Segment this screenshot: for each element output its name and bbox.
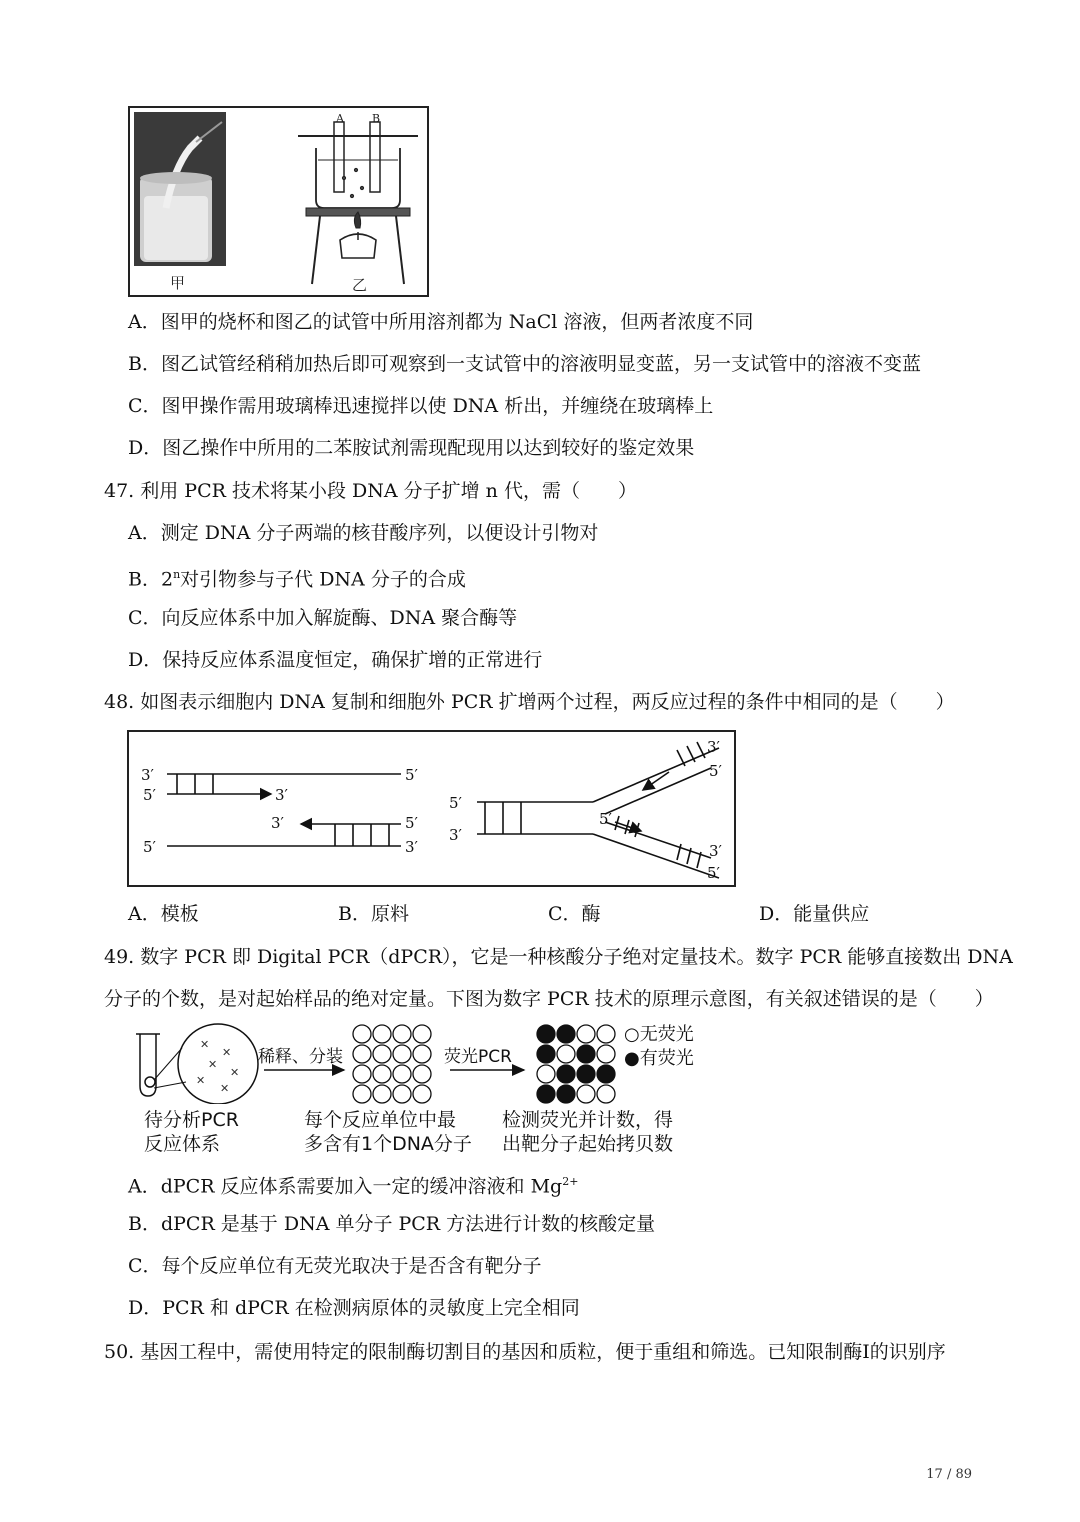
- caption-detect-count-line2: 出靶分子起始拷贝数: [502, 1133, 674, 1155]
- q49-option-c: C．每个反应单位有无荧光取决于是否含有靶分子: [128, 1255, 542, 1277]
- reaction-unit-well: [373, 1045, 391, 1063]
- q48-option-a: A．模板: [128, 903, 199, 925]
- dpcr-diagram: [130, 1018, 710, 1104]
- reaction-unit-well: [393, 1025, 411, 1043]
- prime-3-label: 3′: [141, 766, 154, 784]
- fluorescent-well: [557, 1065, 575, 1083]
- q47-option-d: D．保持反应体系温度恒定，确保扩增的正常进行: [128, 649, 543, 671]
- reaction-unit-well: [393, 1045, 411, 1063]
- svg-text:✕: ✕: [220, 1082, 230, 1095]
- q48-figure: [127, 730, 736, 887]
- q46-figure-drawing: [130, 108, 427, 295]
- sample-magnified-circle: [178, 1024, 258, 1104]
- beaker-photo: [134, 112, 226, 266]
- tube-label-a: A: [336, 112, 344, 125]
- fluorescent-well: [597, 1065, 615, 1083]
- prime-5-label: 5′: [143, 838, 156, 856]
- prime-3-label: 3′: [275, 786, 288, 804]
- q48-option-c: C．酶: [548, 903, 601, 925]
- reaction-unit-well: [353, 1065, 371, 1083]
- q48-option-d: D．能量供应: [759, 903, 870, 925]
- non-fluorescent-well: [597, 1025, 615, 1043]
- figure-label-jia: 甲: [170, 274, 186, 292]
- fluorescent-well: [537, 1025, 555, 1043]
- q47-stem: 47. 利用 PCR 技术将某小段 DNA 分子扩增 n 代，需（ ）: [104, 480, 637, 502]
- non-fluorescent-well: [577, 1025, 595, 1043]
- reaction-unit-well: [413, 1045, 431, 1063]
- caption-reaction-unit-line1: 每个反应单位中最: [304, 1109, 457, 1131]
- q49-option-b: B．dPCR 是基于 DNA 单分子 PCR 方法进行计数的核酸定量: [128, 1213, 656, 1235]
- reaction-unit-grid: [353, 1025, 431, 1103]
- q48-stem: 48. 如图表示细胞内 DNA 复制和细胞外 PCR 扩增两个过程，两反应过程的条件中相同的是（ ）: [104, 691, 955, 713]
- q46-figure: [128, 106, 429, 297]
- prime-5-label: 5′: [143, 786, 156, 804]
- fluorescence-pcr-label: 荧光PCR: [444, 1047, 512, 1067]
- q49-stem-line2: 分子的个数，是对起始样品的绝对定量。下图为数字 PCR 技术的原理示意图，有关叙述错误的是（ ）: [104, 988, 994, 1010]
- non-fluorescent-well: [597, 1045, 615, 1063]
- non-fluorescent-well: [577, 1085, 595, 1103]
- reaction-unit-well: [413, 1025, 431, 1043]
- legend-fluorescence: ●有荧光: [624, 1048, 694, 1069]
- reaction-unit-well: [353, 1045, 371, 1063]
- non-fluorescent-well: [557, 1045, 575, 1063]
- reaction-unit-well: [413, 1065, 431, 1083]
- reaction-unit-well: [353, 1025, 371, 1043]
- fluorescent-well: [577, 1065, 595, 1083]
- water-bath-apparatus: [298, 122, 418, 284]
- fluorescent-well: [557, 1025, 575, 1043]
- pcr-strands: [167, 742, 719, 878]
- prime-3-label: 3′: [709, 842, 722, 860]
- reaction-unit-well: [393, 1065, 411, 1083]
- q49-option-d: D．PCR 和 dPCR 在检测病原体的灵敏度上完全相同: [128, 1297, 580, 1319]
- q49-option-a: [128, 1169, 578, 1199]
- fluorescent-well: [537, 1045, 555, 1063]
- caption-detect-count: [502, 1108, 673, 1156]
- svg-text:✕: ✕: [222, 1046, 232, 1059]
- svg-text:✕: ✕: [208, 1058, 218, 1071]
- reaction-unit-well: [353, 1085, 371, 1103]
- q47-option-b-text: 对引物参与子代 DNA 分子的合成: [180, 568, 466, 591]
- prime-5-label: 5′: [707, 864, 720, 882]
- q47-option-c: C．向反应体系中加入解旋酶、DNA 聚合酶等: [128, 607, 518, 629]
- prime-3-label: 3′: [405, 838, 418, 856]
- prime-5-label: 5′: [405, 766, 418, 784]
- q47-option-b: [128, 562, 466, 592]
- fluorescent-well: [537, 1085, 555, 1103]
- q47-option-b-prefix: B．2: [128, 568, 174, 591]
- prime-5-label: 5′: [449, 794, 462, 812]
- svg-text:✕: ✕: [200, 1038, 210, 1051]
- caption-reaction-unit: [304, 1108, 472, 1156]
- q48-option-b: B．原料: [338, 903, 409, 925]
- caption-sample-line1: 待分析PCR: [144, 1109, 239, 1131]
- q49-figure: [130, 1018, 710, 1163]
- q47-option-a: A．测定 DNA 分子两端的核苷酸序列，以便设计引物对: [128, 522, 599, 544]
- q46-option-d: D．图乙操作中所用的二苯胺试剂需现配现用以达到较好的鉴定效果: [128, 437, 695, 459]
- figure-label-yi: 乙: [352, 276, 368, 294]
- prime-5-label: 5′: [599, 810, 612, 828]
- caption-reaction-unit-line2: 多含有1个DNA分子: [304, 1133, 472, 1155]
- q50-stem: 50. 基因工程中，需使用特定的限制酶切割目的基因和质粒，便于重组和筛选。已知限制酶Ⅰ的识别序: [104, 1341, 946, 1363]
- reaction-unit-well: [373, 1025, 391, 1043]
- caption-sample: [144, 1108, 239, 1156]
- non-fluorescent-well: [537, 1065, 555, 1083]
- reaction-unit-well: [413, 1085, 431, 1103]
- page-number: 17 / 89: [926, 1467, 972, 1482]
- prime-5-label: 5′: [405, 814, 418, 832]
- q49-option-a-superscript: 2+: [562, 1175, 579, 1188]
- caption-detect-count-line1: 检测荧光并计数，得: [502, 1109, 674, 1131]
- q46-option-a: A．图甲的烧杯和图乙的试管中所用溶剂都为 NaCl 溶液，但两者浓度不同: [128, 311, 754, 333]
- legend-no-fluorescence: ○无荧光: [624, 1024, 694, 1045]
- fluorescent-well: [577, 1045, 595, 1063]
- svg-text:✕: ✕: [196, 1074, 206, 1087]
- prime-3-label: 3′: [271, 814, 284, 832]
- fluorescence-result-grid: [537, 1025, 615, 1103]
- reaction-unit-well: [373, 1065, 391, 1083]
- q49-stem-line1: 49. 数字 PCR 即 Digital PCR（dPCR），它是一种核酸分子绝对定量技术。数字 PCR 能够直接数出 DNA: [104, 946, 1013, 968]
- dilute-dispense-label: 稀释、分装: [258, 1047, 343, 1067]
- non-fluorescent-well: [597, 1085, 615, 1103]
- q46-option-b: B．图乙试管经稍稍加热后即可观察到一支试管中的溶液明显变蓝，另一支试管中的溶液不变蓝: [128, 353, 921, 375]
- dna-replication-diagram: [129, 732, 734, 885]
- reaction-unit-well: [373, 1085, 391, 1103]
- prime-3-label: 3′: [707, 738, 720, 756]
- q49-option-a-text: A．dPCR 反应体系需要加入一定的缓冲溶液和 Mg: [128, 1175, 563, 1198]
- q47-option-b-superscript: n: [173, 568, 181, 581]
- prime-5-label: 5′: [709, 762, 722, 780]
- svg-text:✕: ✕: [230, 1066, 240, 1079]
- q46-option-c: C．图甲操作需用玻璃棒迅速搅拌以使 DNA 析出，并缠绕在玻璃棒上: [128, 395, 714, 417]
- prime-3-label: 3′: [449, 826, 462, 844]
- tube-label-b: B: [372, 112, 381, 125]
- reaction-unit-well: [393, 1085, 411, 1103]
- fluorescent-well: [557, 1085, 575, 1103]
- caption-sample-line2: 反应体系: [144, 1133, 221, 1155]
